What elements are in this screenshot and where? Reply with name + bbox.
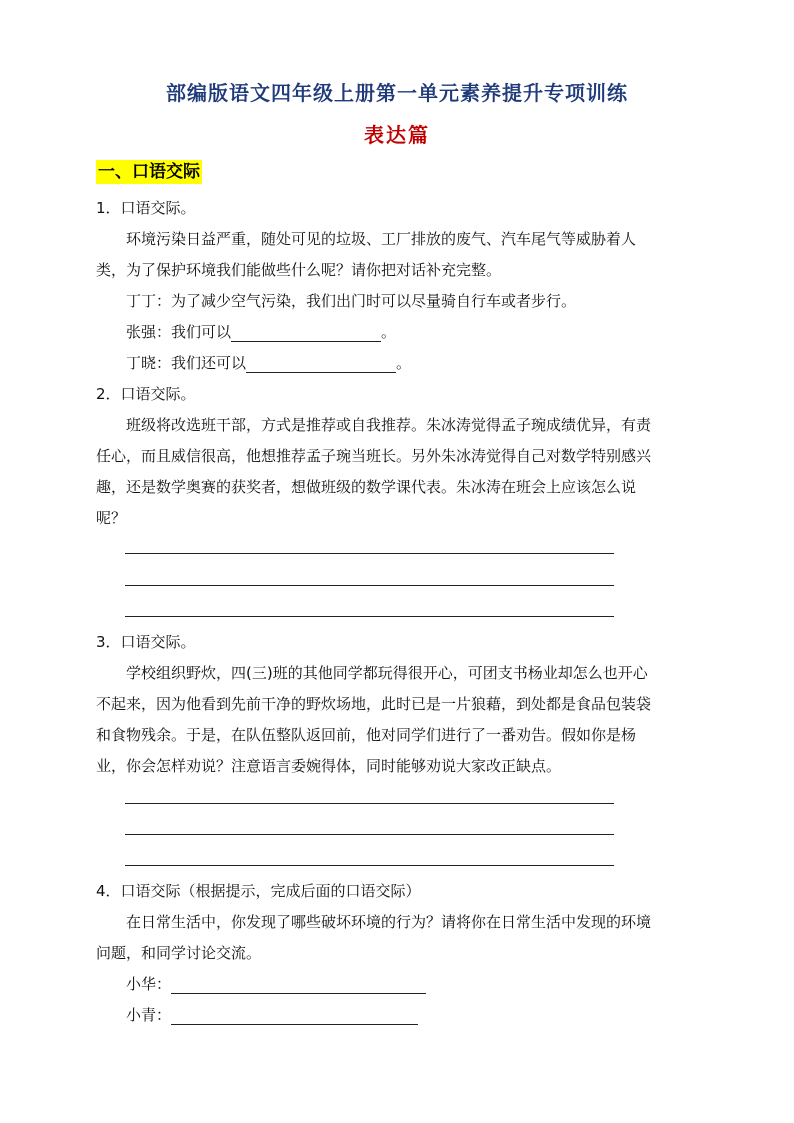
q1-heading: 1．口语交际。: [96, 199, 196, 217]
page-subtitle: 表达篇: [364, 123, 430, 147]
section-heading: 一、口语交际: [98, 162, 200, 182]
q3-line-2: 不起来，因为他看到先前干净的野炊场地，此时已是一片狼藉，到处都是食品包装袋: [96, 695, 652, 713]
q4-line-2: 问题，和同学讨论交流。: [96, 944, 262, 962]
q3-answer-line-1[interactable]: [125, 803, 614, 804]
q1-dialogue-zhangqiang: [126, 322, 396, 342]
q1-answer-blank-2[interactable]: [246, 356, 396, 373]
q1-dialogue-dingxiao: [126, 353, 411, 373]
q3-line-3: 和食物残余。于是，在队伍整队返回前，他对同学们进行了一番劝告。假如你是杨: [96, 726, 637, 744]
q4-heading: 4．口语交际（根据提示，完成后面的口语交际）: [96, 882, 421, 900]
q1-dialogue-zhangqiang-prefix: 张强：我们可以: [126, 323, 232, 341]
q1-intro-line-1: 环境污染日益严重，随处可见的垃圾、工厂排放的废气、汽车尾气等威胁着人: [126, 230, 637, 248]
page-title: 部编版语文四年级上册第一单元素养提升专项训练: [166, 81, 628, 105]
q1-intro-line-2: 类，为了保护环境我们能做些什么呢？请你把对话补充完整。: [96, 261, 502, 279]
q2-answer-line-2[interactable]: [125, 585, 614, 586]
q2-heading: 2．口语交际。: [96, 385, 196, 403]
q1-dialogue-dingding: 丁丁：为了减少空气污染，我们出门时可以尽量骑自行车或者步行。: [126, 292, 577, 310]
q3-line-4: 业，你会怎样劝说？注意语言委婉得体，同时能够劝说大家改正缺点。: [96, 757, 562, 775]
q2-line-2: 任心，而且威信很高，他想推荐孟子琬当班长。另外朱冰涛觉得自己对数学特别感兴: [96, 447, 652, 465]
q1-dialogue-dingxiao-suffix: 。: [396, 354, 412, 372]
q3-answer-line-3[interactable]: [125, 865, 614, 866]
q4-answer-xiaoqing: [126, 1005, 418, 1025]
q4-answer-blank-1[interactable]: [171, 977, 426, 994]
q4-answer-blank-2[interactable]: [171, 1008, 418, 1025]
q4-speaker-xiaoqing: 小青：: [126, 1006, 172, 1024]
q2-line-4: 呢？: [96, 509, 127, 527]
q1-dialogue-dingxiao-prefix: 丁晓：我们还可以: [126, 354, 247, 372]
q1-answer-blank-1[interactable]: [231, 325, 381, 342]
q2-line-1: 班级将改选班干部，方式是推荐或自我推荐。朱冰涛觉得孟子琬成绩优异，有责: [126, 416, 652, 434]
q2-answer-line-3[interactable]: [125, 616, 614, 617]
q4-line-1: 在日常生活中，你发现了哪些破坏环境的行为？请将你在日常生活中发现的环境: [126, 913, 652, 931]
q2-line-3: 趣，还是数学奥赛的获奖者，想做班级的数学课代表。朱冰涛在班会上应该怎么说: [96, 478, 637, 496]
q3-heading: 3．口语交际。: [96, 633, 196, 651]
q3-answer-line-2[interactable]: [125, 834, 614, 835]
q4-speaker-xiaohua: 小华：: [126, 975, 172, 993]
q4-answer-xiaohua: [126, 974, 426, 994]
q3-line-1: 学校组织野炊，四(三)班的其他同学都玩得很开心，可团支书杨业却怎么也开心: [126, 664, 648, 682]
q2-answer-line-1[interactable]: [125, 553, 614, 554]
q1-dialogue-zhangqiang-suffix: 。: [381, 323, 397, 341]
